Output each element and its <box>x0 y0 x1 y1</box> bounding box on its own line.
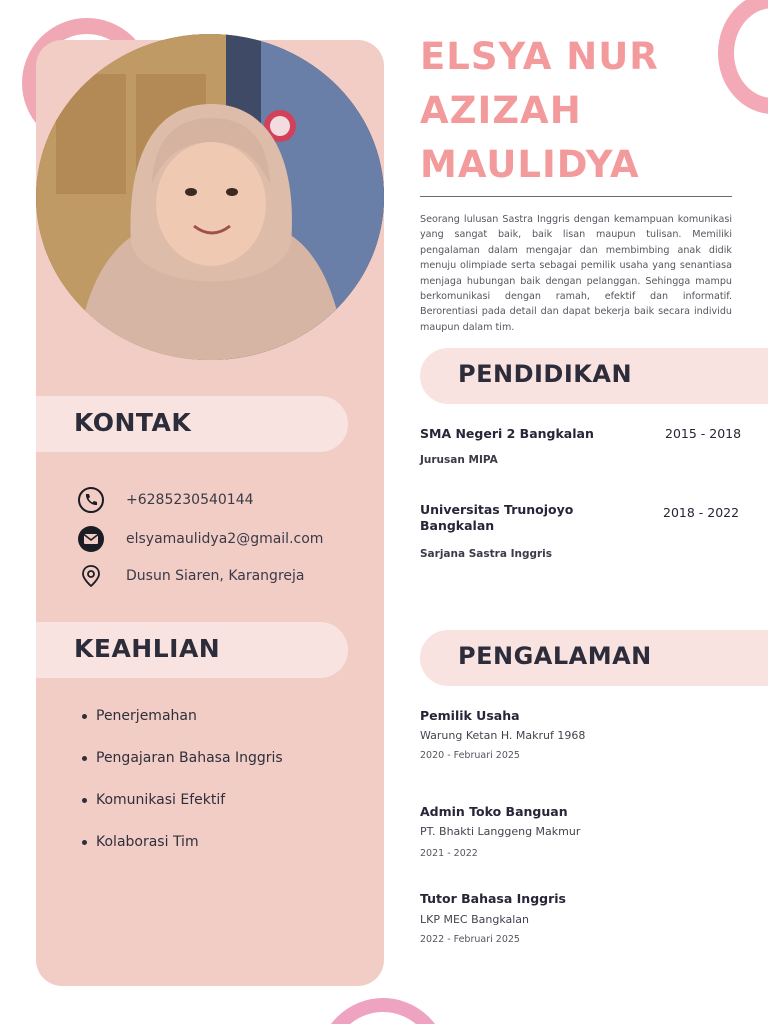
email-icon <box>76 524 106 554</box>
experience-period: 2021 - 2022 <box>420 848 478 859</box>
full-name <box>420 30 760 192</box>
name-line: AZIZAH <box>420 89 582 132</box>
education-years: 2018 - 2022 <box>663 505 740 520</box>
profile-summary: Seorang lulusan Sastra Inggris dengan kemampuan komunikasi yang sangat baik, baik lisan maupun tulisan. Memiliki pengalaman dalam mengajar dan membimbing anak didik menuju olimpiade serta sebagai pemilik usaha yang senantiasa menjaga hubungan baik dengan pelanggan. Sehingga mampu berkomunikasi dengan ramah, efektif dan informatif. Berorentiasi pada detail dan dapat bekerja baik secara individu maupun dalam tim. <box>420 214 732 333</box>
pendidikan-heading-pill <box>420 348 768 404</box>
kontak-heading: KONTAK <box>74 408 192 437</box>
profile-photo <box>36 34 384 360</box>
pengalaman-heading-pill <box>420 630 768 686</box>
skill-item <box>82 792 225 808</box>
bullet-icon <box>82 798 87 803</box>
education-detail: Jurusan MIPA <box>420 454 498 466</box>
phone-icon <box>76 485 106 515</box>
divider <box>420 196 732 197</box>
name-line: MAULIDYA <box>420 143 640 186</box>
bullet-icon <box>82 840 87 845</box>
contact-email <box>76 524 376 554</box>
education-school: Universitas Trunojoyo Bangkalan <box>420 502 574 533</box>
phone-number: +6285230540144 <box>126 492 254 508</box>
skill-item <box>82 834 199 850</box>
bullet-icon <box>82 714 87 719</box>
education-school: SMA Negeri 2 Bangkalan <box>420 426 594 441</box>
address: Dusun Siaren, Karangreja <box>126 568 305 584</box>
keahlian-heading: KEAHLIAN <box>74 634 221 663</box>
name-line: ELSYA NUR <box>420 35 659 78</box>
experience-period: 2020 - Februari 2025 <box>420 750 520 761</box>
skill-label: Kolaborasi Tim <box>96 834 199 850</box>
skill-item <box>82 750 283 766</box>
experience-role: Admin Toko Banguan <box>420 804 568 819</box>
experience-org: PT. Bhakti Langgeng Makmur <box>420 825 581 838</box>
contact-phone <box>76 485 376 515</box>
education-detail: Sarjana Sastra Inggris <box>420 548 553 560</box>
contact-location <box>76 561 376 591</box>
skill-label: Penerjemahan <box>96 708 197 724</box>
experience-period: 2022 - Februari 2025 <box>420 934 520 945</box>
skill-label: Pengajaran Bahasa Inggris <box>96 750 283 766</box>
kontak-heading-pill <box>36 396 348 452</box>
location-pin-icon <box>76 561 106 591</box>
skill-label: Komunikasi Efektif <box>96 792 226 808</box>
email-address: elsyamaulidya2@gmail.com <box>126 531 324 547</box>
decorative-ring-bottom <box>318 998 448 1024</box>
experience-org: LKP MEC Bangkalan <box>420 913 530 926</box>
keahlian-heading-pill <box>36 622 348 678</box>
experience-org: Warung Ketan H. Makruf 1968 <box>420 729 586 742</box>
education-years: 2015 - 2018 <box>665 426 742 441</box>
skill-item <box>82 708 197 724</box>
pendidikan-heading: PENDIDIKAN <box>458 360 633 388</box>
pengalaman-heading: PENGALAMAN <box>458 642 652 670</box>
experience-role: Pemilik Usaha <box>420 708 520 723</box>
bullet-icon <box>82 756 87 761</box>
experience-role: Tutor Bahasa Inggris <box>420 891 566 906</box>
